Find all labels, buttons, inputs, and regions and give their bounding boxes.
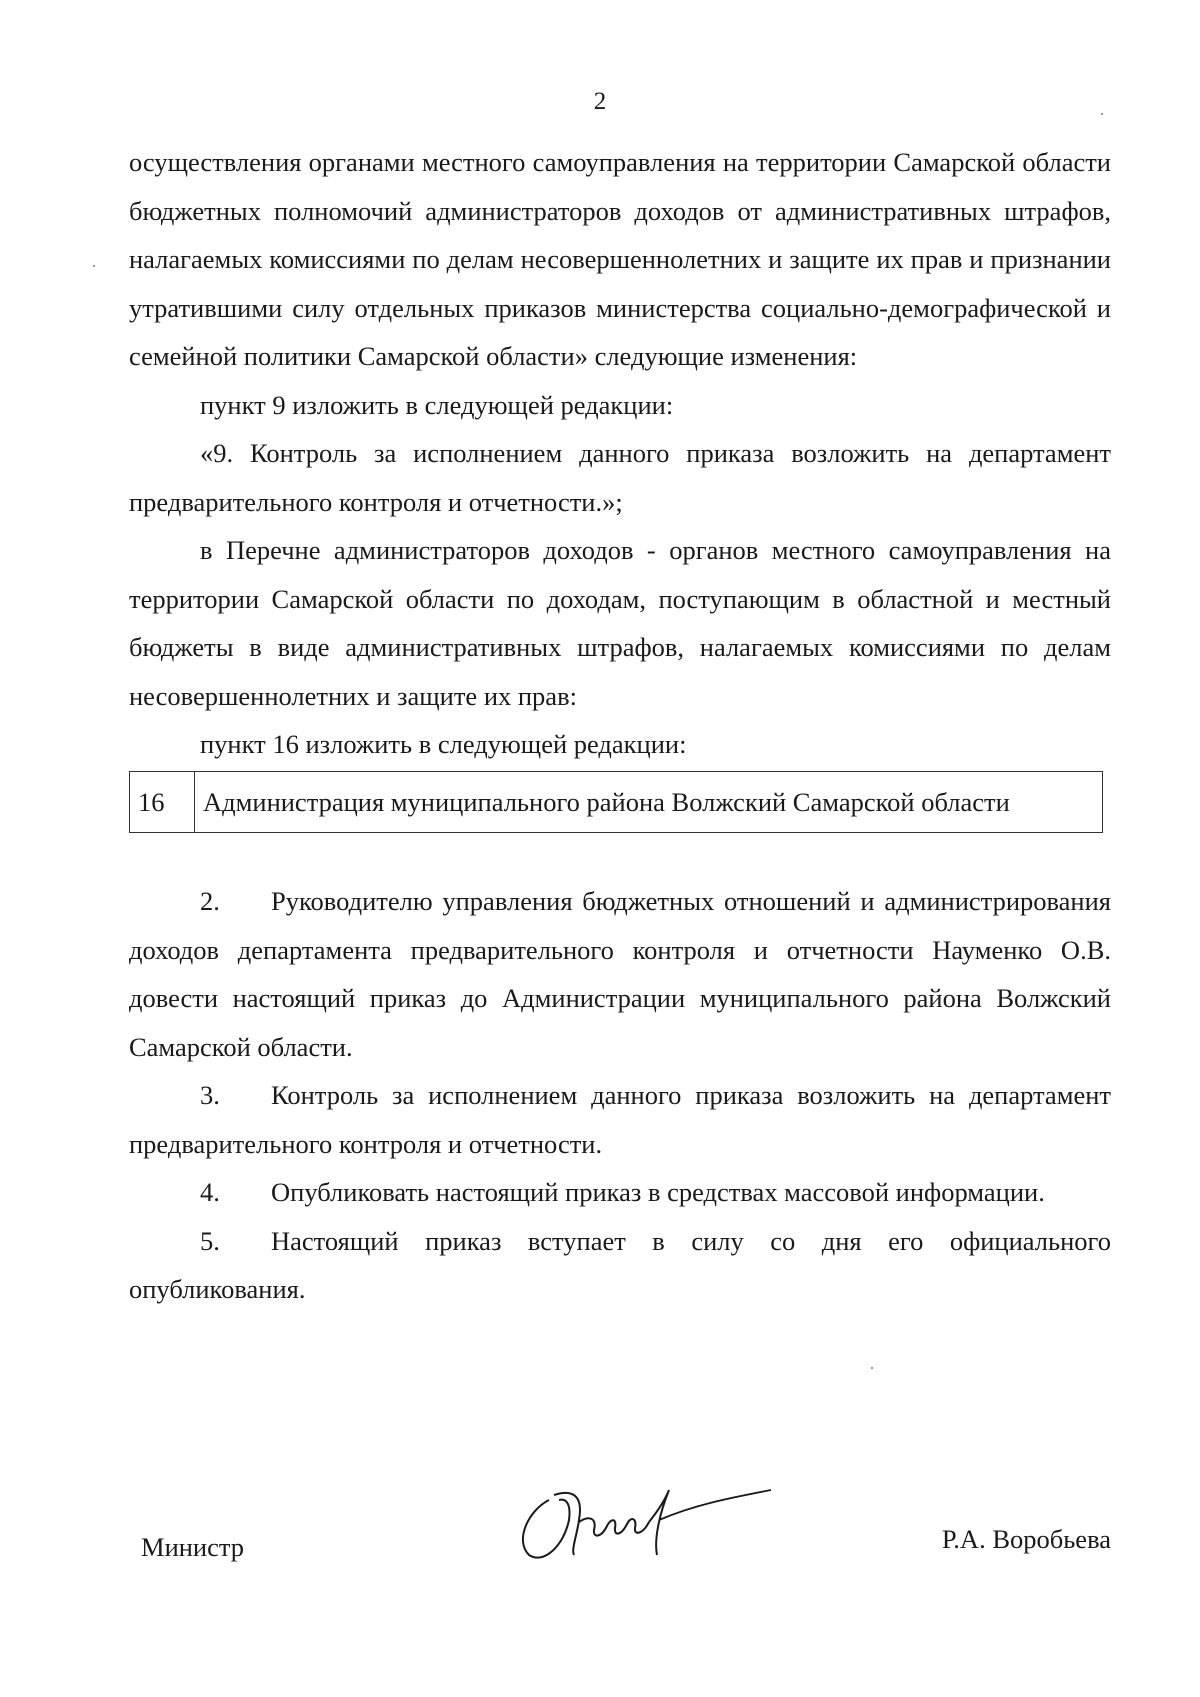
scan-speck (871, 1367, 873, 1369)
item-number: 2. (200, 886, 220, 916)
scan-speck (93, 265, 95, 267)
signatory-name: Р.А. Воробьева (941, 1524, 1111, 1554)
item-2 (129, 877, 1111, 1071)
table-row (130, 771, 1103, 833)
amendment-table (129, 771, 1103, 834)
item-text: Руководителю управления бюджетных отношений и администрирования доходов департамента предварительного контроля и отчетности Науменко О.В. довести настоящий приказ до Администрации муниципального района Волжский Самарской области. (129, 886, 1111, 1062)
table-cell-number: 16 (130, 771, 195, 833)
item-number: 4. (200, 1177, 220, 1207)
scan-speck (1101, 113, 1103, 115)
paragraph-point-9-intro: пункт 9 изложить в следующей редакции: (200, 389, 674, 420)
item-text: Настоящий приказ вступает в силу со дня его официального опубликования. (129, 1225, 1111, 1304)
item-number: 3. (200, 1080, 220, 1110)
item-3 (129, 1071, 1111, 1168)
item-4 (129, 1168, 1111, 1217)
signatory-title: Министр (141, 1532, 245, 1562)
item-5 (129, 1217, 1111, 1314)
item-number: 5. (200, 1225, 220, 1256)
document-body (129, 138, 1111, 1314)
signature-block (129, 1520, 1111, 1580)
table-cell-text: Администрация муниципального района Волжский Самарской области (195, 771, 1103, 833)
paragraph-point-9-text: «9. Контроль за исполнением данного приказа возложить на департамент предварительного контроля и отчетности.»; (129, 438, 1111, 517)
item-text: Опубликовать настоящий приказ в средствах массовой информации. (271, 1177, 1045, 1207)
paragraph-list-intro: в Перечне администраторов доходов - органов местного самоуправления на территории Самарской области по доходам, поступающим в областной и местный бюджеты в виде административных штрафов, налагаемых комиссиями по делам несовершеннолетних и защите их прав: (129, 535, 1111, 711)
page-number: 2 (593, 88, 607, 115)
paragraph-amendment-intro: осуществления органами местного самоуправления на территории Самарской области бюджетных полномочий администраторов доходов от административных штрафов, налагаемых комиссиями по делам несовершеннолетних и защите их прав и признании утратившими силу отдельных приказов министерства социально-демографической и семейной политики Самарской области» следующие изменения: (129, 147, 1111, 371)
handwritten-signature (509, 1460, 789, 1570)
paragraph-point-16-intro: пункт 16 изложить в следующей редакции: (200, 729, 687, 759)
item-text: Контроль за исполнением данного приказа возложить на департамент предварительного контроля и отчетности. (129, 1080, 1111, 1159)
